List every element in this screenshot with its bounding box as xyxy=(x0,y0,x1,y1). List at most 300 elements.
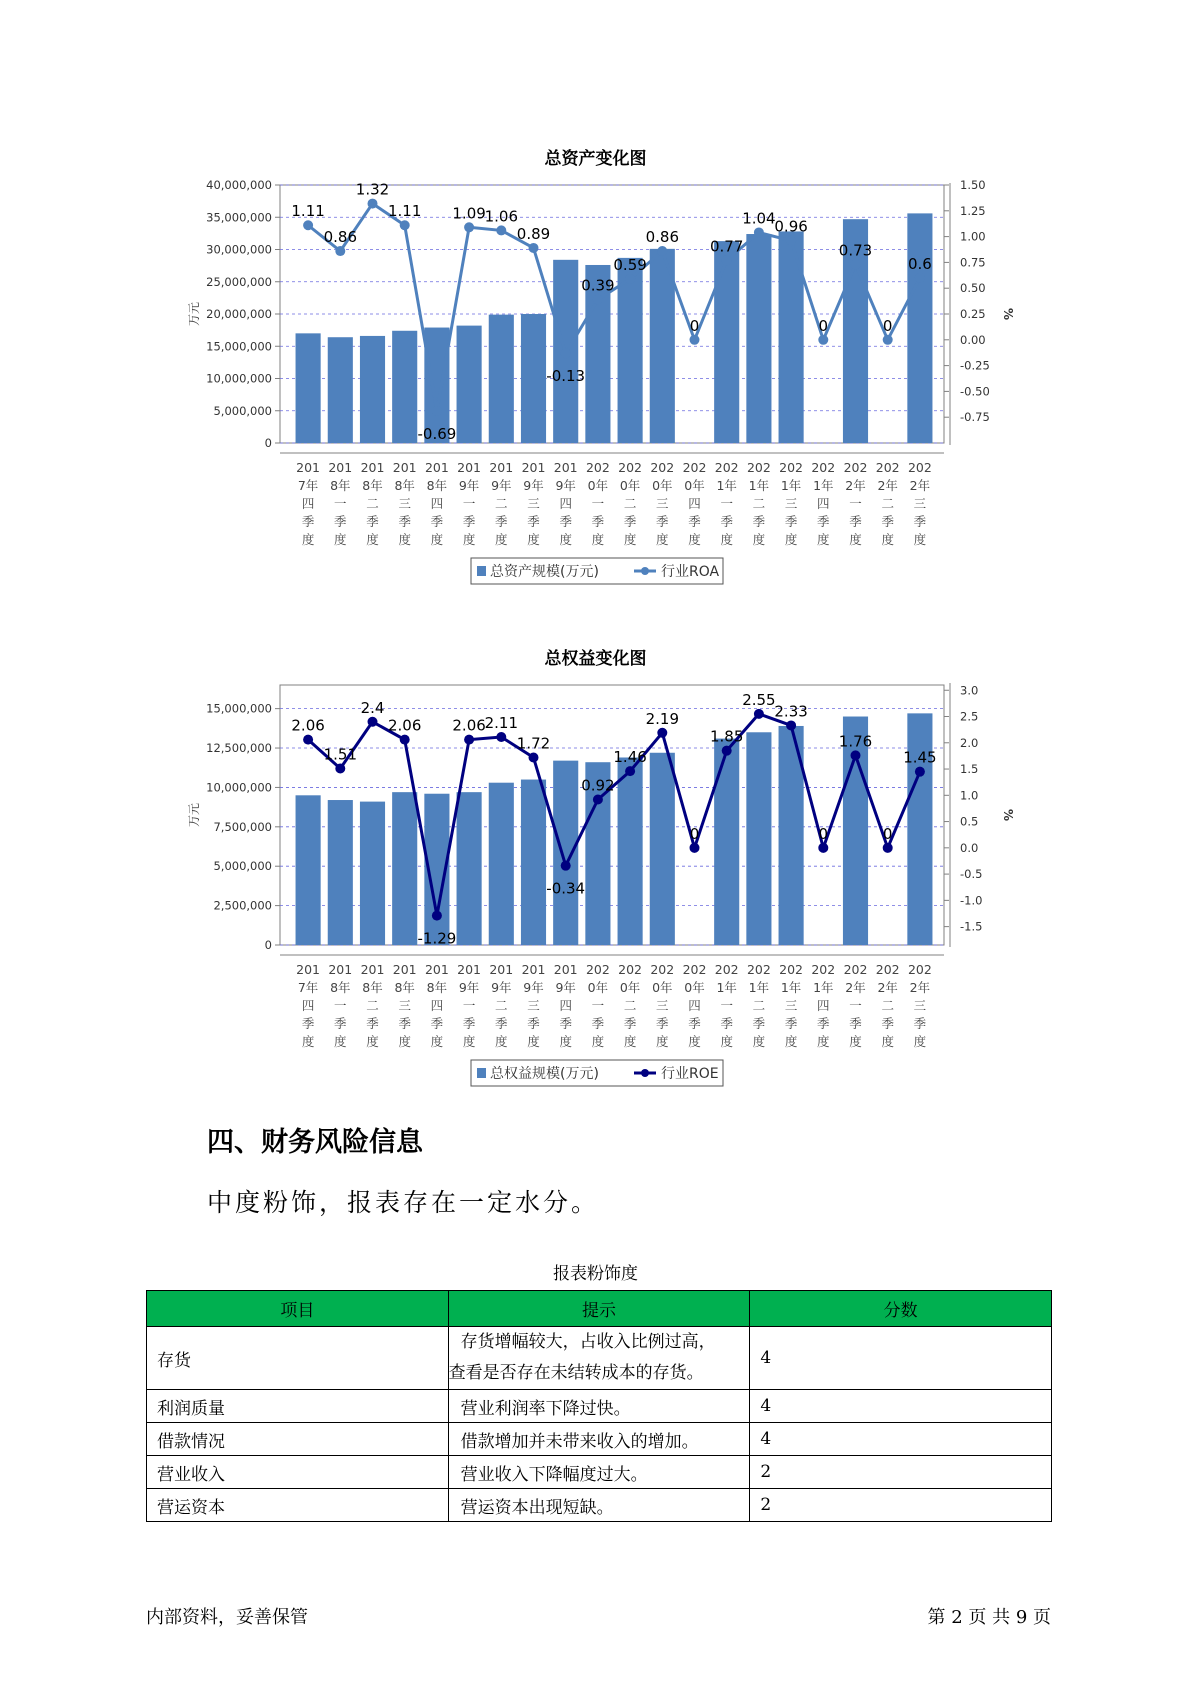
category-label: 8年 xyxy=(330,478,351,493)
row-score: 2 xyxy=(750,1489,1052,1522)
category-label: 季 xyxy=(430,1016,444,1031)
series-point xyxy=(754,227,764,237)
y-axis-title: 万元 xyxy=(187,802,201,828)
category-label: 度 xyxy=(366,1034,379,1049)
left-tick-label: 25,000,000 xyxy=(206,274,272,289)
category-label: 季 xyxy=(688,1016,701,1031)
category-label: 8年 xyxy=(394,478,415,493)
bar xyxy=(746,732,771,945)
category-label: 202 xyxy=(746,962,771,977)
row-tip: 营运资本出现短缺。 xyxy=(448,1489,750,1522)
category-label: 度 xyxy=(334,532,347,547)
left-tick-label: 10,000,000 xyxy=(206,780,272,795)
row-score: 4 xyxy=(750,1390,1052,1423)
row-tip: 营业收入下降幅度过大。 xyxy=(448,1456,750,1489)
category-label: 四 xyxy=(301,496,315,511)
category-label: 季 xyxy=(591,1016,605,1031)
category-label: 季 xyxy=(623,1016,637,1031)
category-label: 三 xyxy=(913,496,927,511)
category-label: 季 xyxy=(913,1016,927,1031)
category-label: 度 xyxy=(881,532,894,547)
data-label: 1.32 xyxy=(355,180,390,199)
category-label: 202 xyxy=(585,962,610,977)
category-label: 0年 xyxy=(684,980,705,995)
category-label: 四 xyxy=(430,496,444,511)
legend-line-label: 行业ROA xyxy=(661,564,720,580)
series-point xyxy=(657,728,667,738)
category-label: 0年 xyxy=(652,980,673,995)
category-label: 季 xyxy=(784,1016,798,1031)
series-point xyxy=(496,225,506,235)
category-label: 9年 xyxy=(458,478,480,493)
chart-title-assets: 总资产变化图 xyxy=(544,149,647,169)
category-label: 9年 xyxy=(523,478,544,493)
category-label: 三 xyxy=(656,998,669,1013)
category-label: 201 xyxy=(328,962,353,977)
data-label: 2.55 xyxy=(742,690,776,709)
category-label: 季 xyxy=(784,514,798,529)
category-label: 二 xyxy=(366,496,379,511)
series-point xyxy=(432,911,442,921)
category-label: 201 xyxy=(521,460,546,475)
category-label: 8年 xyxy=(394,980,415,995)
series-point xyxy=(690,843,700,853)
series-point xyxy=(529,243,539,253)
category-label: 二 xyxy=(623,998,637,1013)
category-label: 季 xyxy=(301,514,315,529)
category-label: 2年 xyxy=(845,478,866,493)
bar xyxy=(457,326,482,443)
data-label: 2.06 xyxy=(291,716,325,735)
category-label: 一 xyxy=(720,496,733,511)
bar xyxy=(714,739,739,945)
left-tick-label: 0 xyxy=(264,436,272,450)
category-label: 8年 xyxy=(330,980,351,995)
category-label: 202 xyxy=(650,460,675,475)
series-point xyxy=(754,709,764,719)
left-tick-label: 12,500,000 xyxy=(206,741,272,756)
data-label: -1.29 xyxy=(417,929,457,948)
category-label: 2年 xyxy=(909,478,931,493)
category-label: 0年 xyxy=(619,980,641,995)
category-label: 季 xyxy=(559,514,572,529)
bar xyxy=(360,336,385,443)
row-item: 存货 xyxy=(147,1327,449,1390)
right-tick-label: 1.5 xyxy=(960,762,979,777)
data-label: 0 xyxy=(689,824,700,843)
data-label: 2.4 xyxy=(360,698,385,717)
data-label: 0 xyxy=(882,316,893,335)
category-label: 度 xyxy=(398,1034,411,1049)
category-label: 1年 xyxy=(813,980,834,995)
category-label: 度 xyxy=(913,532,927,547)
category-label: 季 xyxy=(817,1016,830,1031)
data-label: 0.59 xyxy=(613,255,647,274)
category-label: 二 xyxy=(752,998,766,1013)
category-label: 8年 xyxy=(362,980,383,995)
category-label: 季 xyxy=(656,514,669,529)
series-point xyxy=(303,220,313,230)
category-label: 一 xyxy=(849,496,862,511)
bar xyxy=(296,333,321,443)
category-label: 度 xyxy=(495,1034,508,1049)
right-tick-label: 0.0 xyxy=(960,840,979,855)
category-label: 7年 xyxy=(297,980,319,995)
row-tip: 营业利润率下降过快。 xyxy=(448,1390,750,1423)
category-label: 201 xyxy=(296,460,321,475)
category-label: 202 xyxy=(875,962,900,977)
legend-bar-label: 总权益规模(万元) xyxy=(490,1066,599,1082)
legend-line-marker xyxy=(641,567,649,575)
legend-bar-label: 总资产规模(万元) xyxy=(490,564,599,580)
left-tick-label: 2,500,000 xyxy=(213,898,272,913)
category-label: 201 xyxy=(296,962,321,977)
category-label: 202 xyxy=(714,460,739,475)
table-row xyxy=(147,1489,1052,1522)
left-tick-label: 35,000,000 xyxy=(206,210,272,225)
category-label: 9年 xyxy=(555,980,576,995)
category-label: 1年 xyxy=(748,478,770,493)
category-label: 8年 xyxy=(426,980,448,995)
table-row xyxy=(147,1456,1052,1489)
category-label: 度 xyxy=(688,1034,701,1049)
data-label: 2.11 xyxy=(484,714,519,732)
bar xyxy=(746,234,771,443)
risk-table xyxy=(146,1290,1052,1522)
category-label: 2年 xyxy=(845,980,866,995)
data-label: 2.06 xyxy=(452,716,486,735)
category-label: 度 xyxy=(849,1034,862,1049)
category-label: 201 xyxy=(392,460,417,475)
series-point xyxy=(335,764,345,774)
data-label: 0 xyxy=(689,316,700,335)
category-label: 季 xyxy=(495,1016,508,1031)
category-label: 四 xyxy=(817,998,830,1013)
category-label: 季 xyxy=(398,514,411,529)
category-label: 季 xyxy=(881,514,894,529)
chart-equity xyxy=(0,670,1191,1090)
category-label: 度 xyxy=(623,532,637,547)
bar xyxy=(489,315,514,443)
category-label: 季 xyxy=(591,514,605,529)
data-label: 1.11 xyxy=(387,202,422,221)
category-label: 季 xyxy=(462,1016,476,1031)
left-tick-label: 40,000,000 xyxy=(206,178,272,192)
category-label: 二 xyxy=(366,998,379,1013)
category-label: 度 xyxy=(784,532,798,547)
category-label: 0年 xyxy=(587,478,609,493)
data-label: 1.51 xyxy=(323,745,358,764)
y2-axis-title: % xyxy=(1001,808,1015,822)
right-tick-label: -1.5 xyxy=(960,919,983,934)
left-tick-label: 5,000,000 xyxy=(213,859,272,874)
data-label: 1.76 xyxy=(838,732,873,751)
category-label: 季 xyxy=(849,1016,862,1031)
category-label: 三 xyxy=(527,496,540,511)
table-caption: 报表粉饰度 xyxy=(553,1264,638,1284)
category-label: 季 xyxy=(301,1016,315,1031)
category-label: 季 xyxy=(366,1016,379,1031)
category-label: 季 xyxy=(688,514,701,529)
right-tick-label: 3.0 xyxy=(960,683,979,698)
bar xyxy=(457,792,482,945)
data-label: 2.06 xyxy=(387,716,422,735)
right-tick-label: -0.75 xyxy=(960,410,990,425)
series-point xyxy=(400,220,410,230)
legend-line-label: 行业ROE xyxy=(661,1066,719,1082)
category-label: 度 xyxy=(527,532,540,547)
footer-confidential: 内部资料，妥善保管 xyxy=(146,1607,308,1628)
series-point xyxy=(818,843,828,853)
series-point xyxy=(818,335,828,345)
data-label: 0.86 xyxy=(323,228,358,247)
data-label: 0.89 xyxy=(516,224,551,243)
category-label: 202 xyxy=(811,962,836,977)
row-tip xyxy=(448,1327,750,1390)
series-point xyxy=(915,767,925,777)
category-label: 9年 xyxy=(491,980,512,995)
left-tick-label: 5,000,000 xyxy=(213,403,272,418)
category-label: 度 xyxy=(301,532,315,547)
category-label: 四 xyxy=(430,998,444,1013)
category-label: 度 xyxy=(591,532,605,547)
category-label: 季 xyxy=(720,514,733,529)
category-label: 202 xyxy=(843,460,868,475)
category-label: 度 xyxy=(656,1034,669,1049)
category-label: 度 xyxy=(720,1034,733,1049)
category-label: 季 xyxy=(752,514,766,529)
category-label: 季 xyxy=(495,514,508,529)
left-tick-label: 0 xyxy=(264,938,272,952)
row-score: 4 xyxy=(750,1423,1052,1456)
data-label: 1.09 xyxy=(452,204,486,223)
data-label: 2.33 xyxy=(774,702,808,721)
right-tick-label: 1.00 xyxy=(960,229,986,244)
right-tick-label: 1.50 xyxy=(960,178,986,192)
category-label: 8年 xyxy=(426,478,448,493)
category-label: 0年 xyxy=(587,980,609,995)
category-label: 1年 xyxy=(748,980,770,995)
category-label: 201 xyxy=(553,460,578,475)
category-label: 度 xyxy=(366,532,379,547)
category-label: 三 xyxy=(656,496,669,511)
right-tick-label: 1.25 xyxy=(960,203,986,218)
bar xyxy=(328,800,353,945)
data-label: 1.45 xyxy=(903,748,937,767)
series-point xyxy=(529,752,539,762)
category-label: 度 xyxy=(752,1034,766,1049)
category-label: 201 xyxy=(553,962,578,977)
category-label: 1年 xyxy=(716,478,737,493)
left-tick-label: 10,000,000 xyxy=(206,371,272,386)
category-label: 201 xyxy=(360,962,385,977)
series-point xyxy=(368,199,378,209)
left-tick-label: 7,500,000 xyxy=(213,819,272,834)
category-label: 四 xyxy=(817,496,830,511)
data-label: 0 xyxy=(818,824,829,843)
category-label: 201 xyxy=(521,962,546,977)
data-label: 1.11 xyxy=(291,202,325,221)
category-label: 201 xyxy=(457,460,482,475)
series-point xyxy=(883,843,893,853)
category-label: 二 xyxy=(752,496,766,511)
category-label: 度 xyxy=(462,1034,476,1049)
y2-axis-title: % xyxy=(1001,307,1015,321)
bar xyxy=(521,780,546,945)
right-tick-label: 0.25 xyxy=(960,307,986,321)
y-axis-title: 万元 xyxy=(187,301,201,327)
chart-title-equity: 总权益变化图 xyxy=(544,649,647,669)
right-tick-label: -1.0 xyxy=(960,893,983,908)
data-label: 1.06 xyxy=(484,207,519,226)
category-label: 201 xyxy=(392,962,417,977)
category-label: 度 xyxy=(495,532,508,547)
category-label: 2年 xyxy=(877,980,898,995)
series-point xyxy=(625,766,635,776)
left-tick-label: 15,000,000 xyxy=(206,701,272,716)
bar xyxy=(714,241,739,443)
category-label: 度 xyxy=(623,1034,637,1049)
series-point xyxy=(303,735,313,745)
category-label: 202 xyxy=(779,460,804,475)
category-label: 一 xyxy=(720,998,733,1013)
series-point xyxy=(593,795,603,805)
left-tick-label: 15,000,000 xyxy=(206,339,272,354)
category-label: 201 xyxy=(457,962,482,977)
category-label: 季 xyxy=(527,514,540,529)
series-point xyxy=(786,236,796,246)
row-item: 利润质量 xyxy=(147,1390,449,1423)
category-label: 季 xyxy=(817,514,830,529)
category-label: 季 xyxy=(462,514,476,529)
series-point xyxy=(593,295,603,305)
legend-bar-swatch xyxy=(477,566,486,576)
category-label: 202 xyxy=(907,962,932,977)
data-label: 1.04 xyxy=(742,209,776,228)
category-label: 9年 xyxy=(491,478,512,493)
category-label: 一 xyxy=(334,496,347,511)
category-label: 202 xyxy=(585,460,610,475)
right-tick-label: 2.5 xyxy=(960,709,979,724)
category-label: 度 xyxy=(881,1034,894,1049)
series-point xyxy=(851,259,861,269)
series-point xyxy=(786,720,796,730)
series-point xyxy=(851,750,861,760)
row-tip-line: 存货增幅较大，占收入比例过高， xyxy=(460,1332,716,1352)
data-label: -0.34 xyxy=(546,879,586,898)
series-point xyxy=(722,746,732,756)
series-point xyxy=(561,348,571,358)
data-label: 0.6 xyxy=(907,254,932,273)
category-label: 度 xyxy=(720,532,733,547)
header-score: 分数 xyxy=(750,1291,1052,1327)
right-tick-label: -0.25 xyxy=(960,358,990,373)
category-label: 度 xyxy=(817,1034,830,1049)
series-point xyxy=(722,255,732,265)
category-label: 度 xyxy=(913,1034,927,1049)
category-label: 202 xyxy=(907,460,932,475)
category-label: 季 xyxy=(334,514,347,529)
bar xyxy=(392,792,417,945)
data-label: 0.77 xyxy=(709,237,744,256)
category-label: 1年 xyxy=(716,980,737,995)
series-point xyxy=(464,222,474,232)
category-label: 2年 xyxy=(877,478,898,493)
series-point xyxy=(335,246,345,256)
category-label: 四 xyxy=(559,496,572,511)
category-label: 201 xyxy=(424,460,449,475)
row-score: 4 xyxy=(750,1327,1052,1390)
category-label: 度 xyxy=(817,532,830,547)
category-label: 0年 xyxy=(684,478,705,493)
bar xyxy=(618,757,643,945)
category-label: 度 xyxy=(301,1034,315,1049)
right-tick-label: 2.0 xyxy=(960,735,979,750)
category-label: 季 xyxy=(398,1016,411,1031)
category-label: 202 xyxy=(682,460,707,475)
category-label: 度 xyxy=(462,532,476,547)
category-label: 四 xyxy=(559,998,572,1013)
data-label: 0.96 xyxy=(774,217,808,236)
right-tick-label: 1.0 xyxy=(960,788,979,803)
right-tick-label: 0.00 xyxy=(960,332,986,347)
category-label: 三 xyxy=(527,998,540,1013)
category-label: 季 xyxy=(430,514,444,529)
table-header-row xyxy=(147,1291,1052,1327)
data-label: -0.69 xyxy=(417,425,457,444)
category-label: 四 xyxy=(301,998,315,1013)
category-label: 季 xyxy=(527,1016,540,1031)
category-label: 三 xyxy=(784,496,798,511)
series-point xyxy=(915,273,925,283)
category-label: 9年 xyxy=(458,980,480,995)
category-label: 度 xyxy=(752,532,766,547)
bar xyxy=(553,761,578,945)
data-label: 1.46 xyxy=(613,748,647,767)
category-label: 四 xyxy=(688,496,701,511)
category-label: 季 xyxy=(623,514,637,529)
row-tip-line: 查看是否存在未结转成本的存货。 xyxy=(448,1363,704,1383)
data-label: 1.85 xyxy=(709,727,744,746)
section-heading: 四、财务风险信息 xyxy=(207,1127,423,1158)
category-label: 0年 xyxy=(652,478,673,493)
row-item: 营业收入 xyxy=(147,1456,449,1489)
category-label: 一 xyxy=(849,998,862,1013)
category-label: 度 xyxy=(688,532,701,547)
series-point xyxy=(657,246,667,256)
category-label: 202 xyxy=(875,460,900,475)
category-label: 度 xyxy=(430,1034,444,1049)
table-row xyxy=(147,1327,1052,1390)
category-label: 二 xyxy=(495,998,508,1013)
right-tick-label: 0.5 xyxy=(960,814,979,829)
category-label: 201 xyxy=(360,460,385,475)
category-label: 季 xyxy=(720,1016,733,1031)
series-point xyxy=(496,732,506,742)
series-point xyxy=(464,735,474,745)
right-tick-label: 0.50 xyxy=(960,281,986,296)
left-tick-label: 20,000,000 xyxy=(206,307,272,321)
category-label: 202 xyxy=(843,962,868,977)
header-item: 项目 xyxy=(147,1291,449,1327)
category-label: 度 xyxy=(784,1034,798,1049)
section-summary: 中度粉饰，报表存在一定水分。 xyxy=(207,1188,600,1217)
category-label: 9年 xyxy=(523,980,544,995)
category-label: 202 xyxy=(650,962,675,977)
category-label: 三 xyxy=(398,496,411,511)
category-label: 202 xyxy=(746,460,771,475)
category-label: 二 xyxy=(881,998,894,1013)
